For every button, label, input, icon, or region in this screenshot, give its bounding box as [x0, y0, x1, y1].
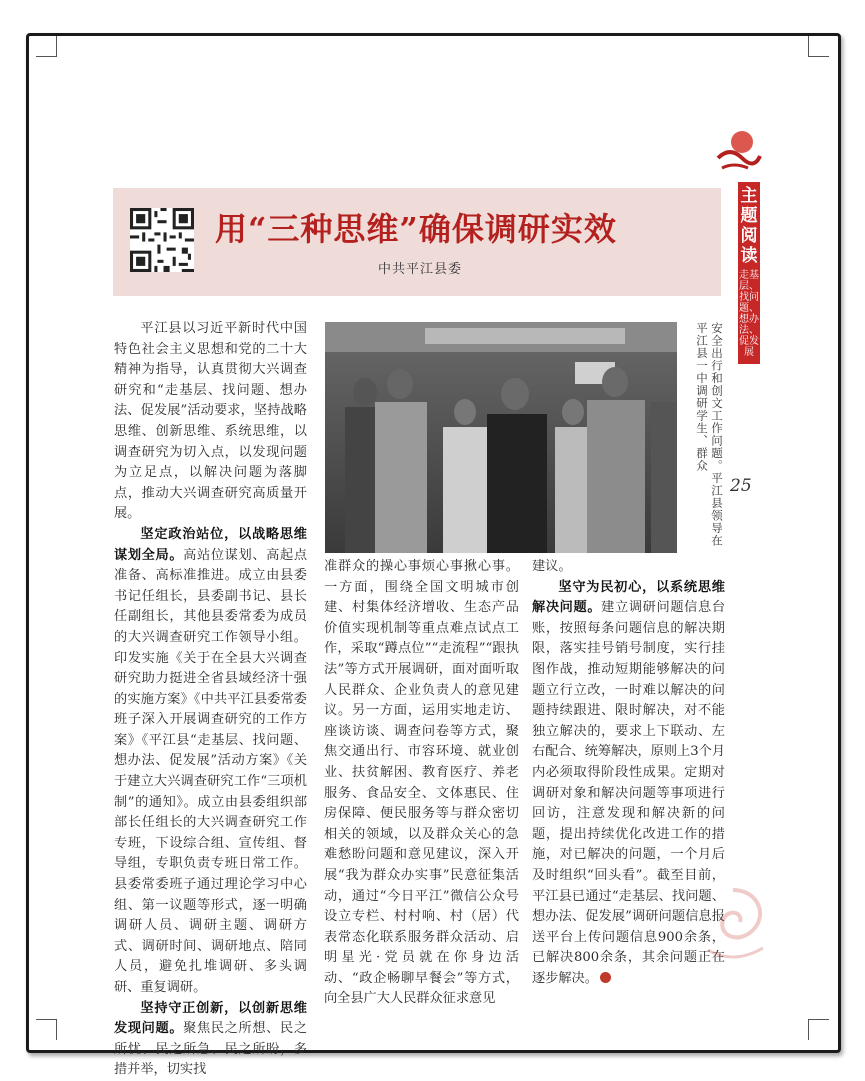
section-tag-main: 主题阅读 — [740, 186, 758, 266]
crop-mark — [808, 36, 829, 57]
crop-mark — [36, 1019, 57, 1040]
article-photo — [325, 322, 677, 553]
section-tag-sub: 走基层、找问题、想办法、促发展 — [739, 270, 759, 358]
crop-mark — [808, 1019, 829, 1040]
paragraph: 准群众的操心事烦心事揪心事。一方面，围绕全国文明城市创建、村集体经济增收、生态产品价值实现机制等重点难点试点工作，采取“蹲点位”“走流程”“跟执法”等方式开展调研，面对面听取人民群众、企业负责人的意见建议。另一方面，运用实地走访、座谈访谈、调查问卷等方式，聚焦交通出行、市容环境、就业创业、扶贫解困、教育医疗、养老服务、食品安全、文体惠民、住房保障、便民服务等与群众密切相关的领域，以及群众关心的急难愁盼问题和意见建议，深入开展“我为群众办实事”民意征集活动，通过“今日平江”微信公众号设立专栏、村村响、村（居）代表常态化联系服务群众活动、启明星光·党员就在你身边活动、“政企畅聊早餐会”等方式，向全县广大人民群众征求意见 — [324, 559, 519, 1007]
crop-mark — [36, 36, 57, 57]
photo-caption: 安全出行和创文工作问题。平江县领导在平江县一中调研学生、群众 — [695, 322, 724, 547]
page-number: 25 — [730, 476, 752, 496]
section-tag — [738, 182, 760, 364]
paragraph-lead: 坚持守正创新，以创新思维发现问题。 — [114, 1000, 307, 1037]
article-author: 中共平江县委 — [378, 262, 463, 277]
paragraph-lead: 坚定政治站位，以战略思维谋划全局。 — [114, 526, 307, 563]
end-mark-icon — [600, 972, 611, 983]
qr-code-icon — [130, 208, 194, 272]
paragraph-lead: 坚守为民初心，以系统思维解决问题。 — [532, 579, 725, 616]
article-column-2 — [324, 557, 519, 1010]
paragraph: 坚持守正创新，以创新思维发现问题。聚焦民之所想、民之所忧、民之所急、民之所盼，多措并举，切实找 — [114, 1000, 308, 1078]
column-logo — [712, 128, 762, 174]
article-column-1 — [114, 319, 307, 1081]
paragraph: 坚守为民初心，以系统思维解决问题。建立调研问题信息台账，按照每条问题信息的解决期限，落实挂号销号制度，实行挂图作战，推动短期能够解决的问题立行立改，一时难以解决的问题持续跟进、限时解决，对不能独立解决的，要求上下联动、左右配合、统筹解决，原则上3个月内必须取得阶段性成果。定期对调研对象和解决问题等事项进行回访，注意发现和解决新的问题，提出持续优化改进工作的措施，对已解决的问题，一个月后及时组织“回头看”。截至目前，平江县已通过“走基层、找问题、想办法、促发展”调研问题信息报送平台上传问题信息900余条，已解决800余条，其余问题正在逐步解决。 — [532, 579, 726, 986]
article-title: 用“三种思维”确保调研实效 — [215, 210, 617, 248]
paragraph: 坚定政治站位，以战略思维谋划全局。高站位谋划、高起点准备、高标准推进。成立由县委书记任组长，县委副书记、县长任副组长，其他县委常委为成员的大兴调查研究工作领导小组。印发实施《关于在全县大兴调查研究助力挺进全省县域经济十强的实施方案》《中共平江县委常委班子深入开展调查研究的工作方案》《平江县“走基层、找问题、想办法、促发展”活动方案》《关于建立大兴调查研究工作“三项机制”的通知》。成立由县委组织部部长任组长的大兴调查研究工作专班，下设综合组、宣传组、督导组，专职负责专班日常工作。县委常委班子通过理论学习中心组、第一议题等形式，逐一明确调研人员、调研主题、调研方式、调研时间、调研地点、陪同人员，避免扎堆调研、多头调研、重复调研。 — [114, 526, 308, 995]
paragraph: 平江县以习近平新时代中国特色社会主义思想和党的二十大精神为指导，认真贯彻大兴调查研究和“走基层、找问题、想办法、促发展”活动要求，坚持战略思维、创新思维、系统思维，以调查研究为切入点，以发现问题为立足点，以解决问题为落脚点，推动大兴调查研究高质量开展。 — [114, 321, 307, 522]
paragraph: 建议。 — [532, 559, 572, 574]
decorative-swirl-icon — [688, 880, 778, 970]
